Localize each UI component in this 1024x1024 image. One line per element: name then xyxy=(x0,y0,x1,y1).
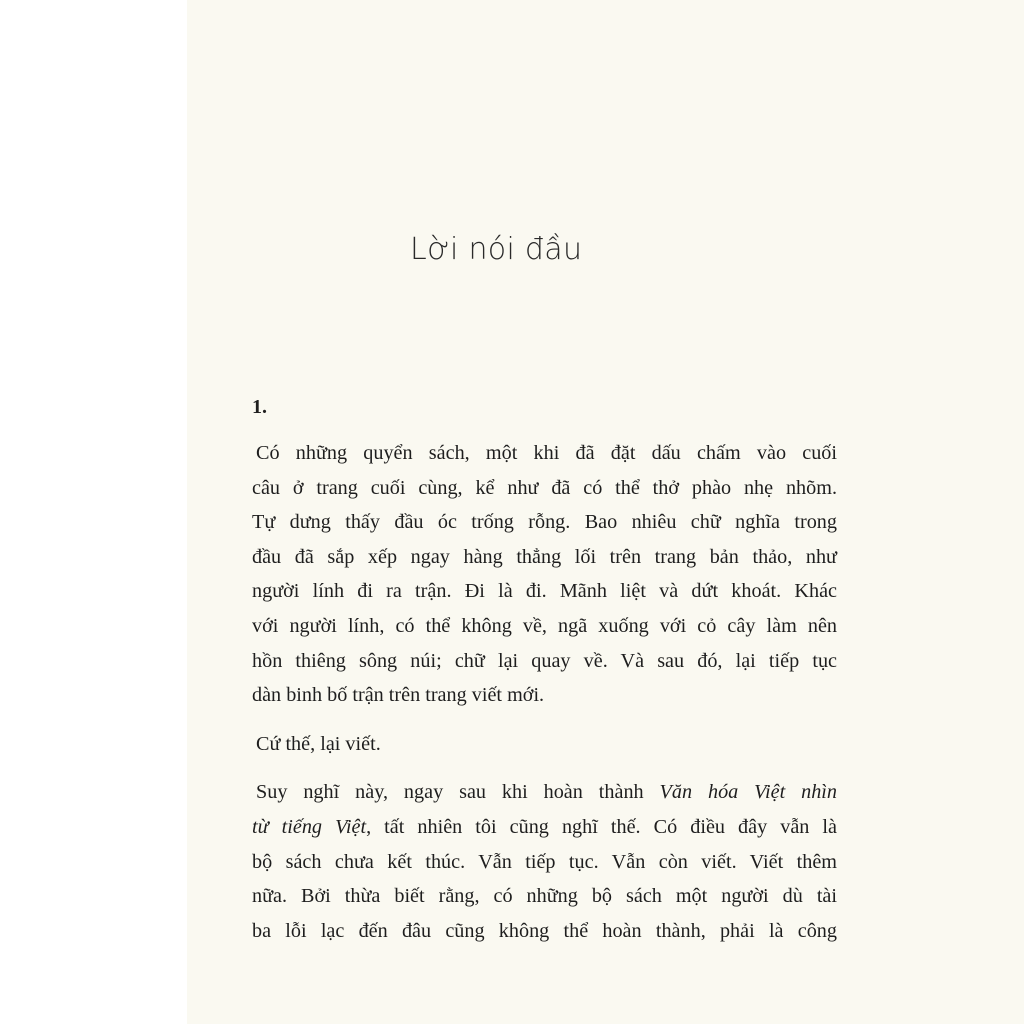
book-title-italic: Văn hóa Việt nhìn xyxy=(659,781,837,804)
paragraph-1 xyxy=(252,436,837,713)
text-line: Tự dưng thấy đầu óc trống rỗng. Bao nhiêu chữ nghĩa trong xyxy=(252,511,837,534)
body-text xyxy=(252,436,837,948)
text-line: hồn thiêng sông núi; chữ lại quay về. Và sau đó, lại tiếp tục xyxy=(252,649,837,672)
text-line: câu ở trang cuối cùng, kể như đã có thể thở phào nhẹ nhõm. xyxy=(252,476,837,499)
text-line: nữa. Bởi thừa biết rằng, có những bộ sách một người dù tài xyxy=(252,885,837,908)
text-line: bộ sách chưa kết thúc. Vẫn tiếp tục. Vẫn còn viết. Viết thêm xyxy=(252,850,837,873)
text-line: Có những quyển sách, một khi đã đặt dấu chấm vào cuối xyxy=(256,442,837,464)
text-run: Suy nghĩ này, ngay sau khi hoàn thành xyxy=(256,781,660,804)
chapter-heading: Lời nói đầu xyxy=(410,232,583,267)
book-page xyxy=(187,0,1024,1024)
text-line xyxy=(252,775,837,810)
text-line: với người lính, có thể không về, ngã xuống với cỏ cây làm nên xyxy=(252,614,837,637)
text-line: Cứ thế, lại viết. xyxy=(256,732,381,755)
book-title-italic: từ tiếng Việt xyxy=(252,815,367,838)
paragraph-3 xyxy=(252,775,837,948)
text-line: người lính đi ra trận. Đi là đi. Mãnh liệt và dứt khoát. Khác xyxy=(252,580,837,603)
paragraph-2 xyxy=(252,727,837,762)
text-run: , tất nhiên tôi cũng nghĩ thế. Có điều đây vẫn là xyxy=(366,815,838,838)
text-line: ba lỗi lạc đến đâu cũng không thể hoàn thành, phải là công xyxy=(252,919,837,942)
text-line: dàn binh bố trận trên trang viết mới. xyxy=(252,684,545,707)
section-number: 1. xyxy=(252,396,267,418)
text-line: đầu đã sắp xếp ngay hàng thẳng lối trên trang bản thảo, như xyxy=(252,545,837,568)
text-line xyxy=(252,810,837,845)
